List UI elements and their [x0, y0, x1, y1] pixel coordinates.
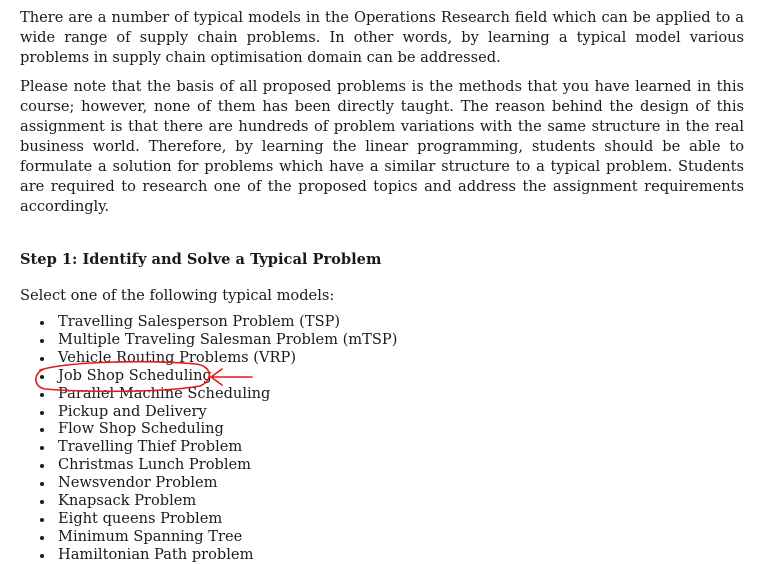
list-item-pickup-delivery: Pickup and Delivery: [20, 403, 744, 421]
step-1-heading: Step 1: Identify and Solve a Typical Problem: [20, 251, 382, 268]
list-item-newsvendor: Newsvendor Problem: [20, 474, 744, 492]
list-item-flow-shop: Flow Shop Scheduling: [20, 420, 744, 438]
list-item-hamiltonian: Hamiltonian Path problem: [20, 546, 744, 564]
list-item-parallel-machine: Parallel Machine Scheduling: [20, 385, 744, 403]
list-item-job-shop: Job Shop Scheduling: [20, 367, 744, 385]
list-item-tsp: Travelling Salesperson Problem (TSP): [20, 313, 744, 331]
intro-paragraph-2: Please note that the basis of all proposed problems is the methods that you have learned in this course; however, none of them has been directly taught. The reason behind the design of this assignment is that there are hundreds of problem variations with the same structure in the real business world. Therefore, by learning the linear programming, students should be able to formulate a solution for problems which have a similar structure to a typical problem. Students are required to research one of the proposed topics and address the assignment requirements accordingly.: [20, 78, 744, 215]
list-item-eight-queens: Eight queens Problem: [20, 510, 744, 528]
list-item-vrp: Vehicle Routing Problems (VRP): [20, 349, 744, 367]
list-item-mst: Minimum Spanning Tree: [20, 528, 744, 546]
list-item-travelling-thief: Travelling Thief Problem: [20, 438, 744, 456]
list-item-christmas-lunch: Christmas Lunch Problem: [20, 456, 744, 474]
intro-paragraph-1: There are a number of typical models in the Operations Research field which can be applied to a wide range of supply chain problems. In other words, by learning a typical model various problems in supply chain optimisation domain can be addressed.: [20, 9, 744, 66]
typical-models-list: [20, 313, 744, 564]
document-page: [20, 8, 744, 564]
step-1-intro: Select one of the following typical models:: [20, 287, 335, 304]
list-item-mtsp: Multiple Traveling Salesman Problem (mTSP): [20, 331, 744, 349]
list-item-knapsack: Knapsack Problem: [20, 492, 744, 510]
